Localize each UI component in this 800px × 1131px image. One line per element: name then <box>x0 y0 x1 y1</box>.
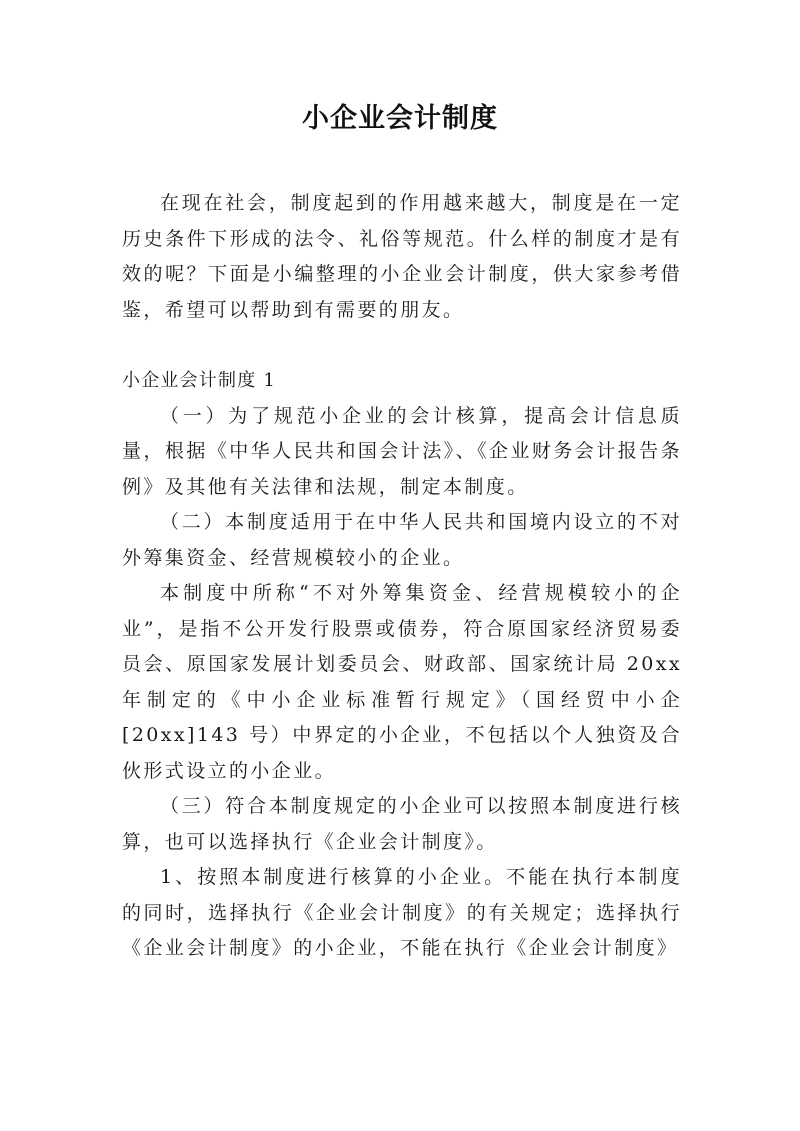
paragraph-2: （二）本制度适用于在中华人民共和国境内设立的不对外筹集资金、经营规模较小的企业。 <box>122 511 682 569</box>
section-heading: 小企业会计制度 1 <box>122 370 276 391</box>
paragraph-4: （三）符合本制度规定的小企业可以按照本制度进行核算，也可以选择执行《企业会计制度》。 <box>122 795 682 853</box>
document-body <box>122 186 682 967</box>
paragraph-5: 1、按照本制度进行核算的小企业。不能在执行本制度的同时，选择执行《企业会计制度》的有关规定；选择执行《企业会计制度》的小企业，不能在执行《企业会计制度》 <box>122 866 682 959</box>
paragraph-3: 本制度中所称“不对外筹集资金、经营规模较小的企业”，是指不公开发行股票或债券，符合原国家经济贸易委员会、原国家发展计划委员会、财政部、国家统计局 20xx 年制定的《中小企业标准暂行规定》（国经贸中小企[20xx]143 号）中界定的小企业，不包括以个人独资及合伙形式设立的小企业。 <box>122 582 682 782</box>
intro-paragraph: 在现在社会，制度起到的作用越来越大，制度是在一定历史条件下形成的法令、礼俗等规范。什么样的制度才是有效的呢？下面是小编整理的小企业会计制度，供大家参考借鉴，希望可以帮助到有需要的朋友。 <box>122 192 682 321</box>
document-title: 小企业会计制度 <box>302 103 498 134</box>
paragraph-1: （一）为了规范小企业的会计核算，提高会计信息质量，根据《中华人民共和国会计法》、《企业财务会计报告条例》及其他有关法律和法规，制定本制度。 <box>122 404 682 498</box>
